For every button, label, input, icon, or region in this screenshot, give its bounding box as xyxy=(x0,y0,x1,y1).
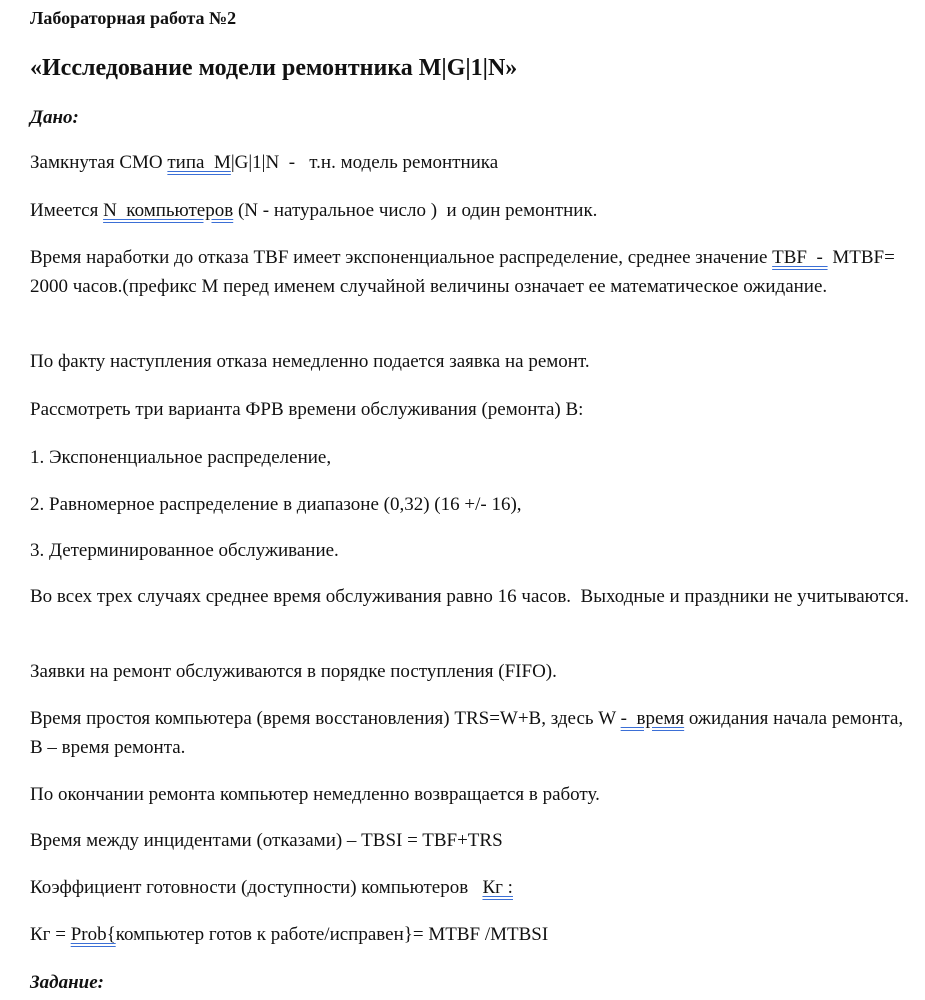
spellcheck-mark[interactable]: N компьютеров xyxy=(103,200,234,221)
document-heading: «Исследование модели ремонтника M|G|1|N» xyxy=(30,55,518,81)
paragraph-mean-time: Во всех трех случаях среднее время обслуживания равно 16 часов. Выходные и праздники не учитываются. xyxy=(30,586,910,607)
spellcheck-mark[interactable]: TBF - xyxy=(772,247,828,268)
paragraph-tbsi: Время между инцидентами (отказами) – TBSI = TBF+TRS xyxy=(30,830,503,851)
paragraph-kg-formula: Кг = Prob{компьютер готов к работе/исправен}= MTBF /MTBSI xyxy=(30,924,549,945)
paragraph-computers: Имеется N компьютеров (N - натуральное число ) и один ремонтник. xyxy=(30,200,598,221)
paragraph-downtime: Время простоя компьютера (время восстановления) TRS=W+B, здесь W - время ожидания начала ремонта, B – время ремонта. xyxy=(30,708,908,758)
spellcheck-mark[interactable]: Prob{ xyxy=(70,924,116,945)
lab-title: Лабораторная работа №2 xyxy=(30,8,237,28)
list-item-2: 2. Равномерное распределение в диапазоне (0,32) (16 +/- 16), xyxy=(30,494,522,515)
paragraph-request: По факту наступления отказа немедленно подается заявка на ремонт. xyxy=(30,351,590,372)
paragraph-availability: Коэффициент готовности (доступности) компьютеров Кг : xyxy=(30,877,513,898)
paragraph-return: По окончании ремонта компьютер немедленно возвращается в работу. xyxy=(30,784,600,805)
task-label: Задание: xyxy=(30,972,104,993)
paragraph-variants: Рассмотреть три варианта ФРВ времени обслуживания (ремонта) B: xyxy=(30,399,584,420)
paragraph-fifo: Заявки на ремонт обслуживаются в порядке поступления (FIFO). xyxy=(30,661,557,682)
given-label: Дано: xyxy=(30,107,79,128)
list-item-1: 1. Экспоненциальное распределение, xyxy=(30,447,332,468)
spellcheck-mark[interactable]: - время xyxy=(620,708,685,729)
paragraph-tbf: Время наработки до отказа TBF имеет экспоненциальное распределение, среднее значение TBF - MTBF= 2000 часов.(префикс М перед именем случайной величины означает ее математическое ожидание. xyxy=(30,247,900,297)
list-item-3: 3. Детерминированное обслуживание. xyxy=(30,540,339,561)
paragraph-smo-type: Замкнутая СМО типа M|G|1|N - т.н. модель ремонтника xyxy=(30,152,499,173)
spellcheck-mark[interactable]: Кг : xyxy=(482,877,513,898)
spellcheck-mark[interactable]: типа M xyxy=(167,152,231,173)
